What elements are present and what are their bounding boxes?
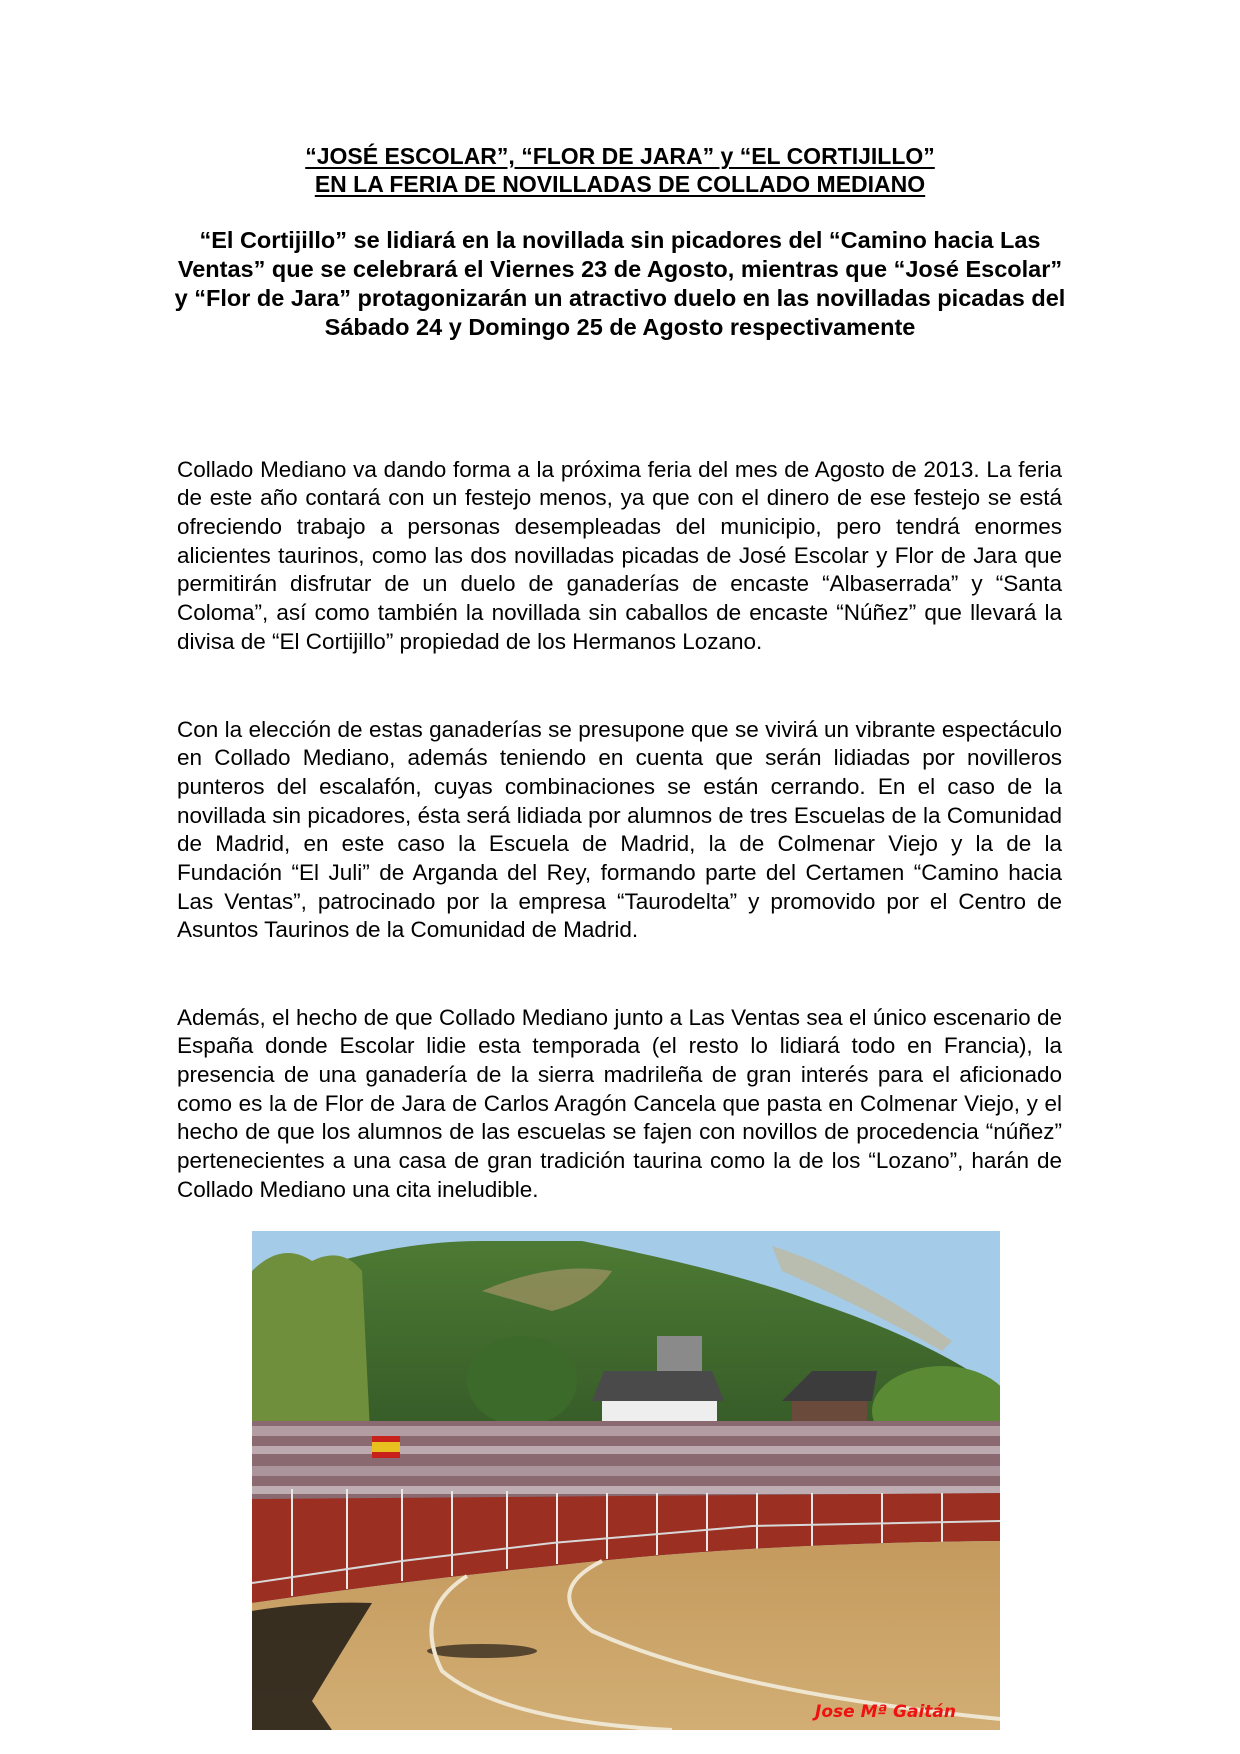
subheadline: “El Cortijillo” se lidiará en la novillada sin picadores del “Camino hacia Las Ventas” que se celebrará el Viernes 23 de Agosto, mientras que “José Escolar” y “Flor de Jara” protagonizarán un atractivo duelo en las novilladas picadas del Sábado 24 y Domingo 25 de Agosto respectivamente — [174, 227, 1066, 340]
headline-line-2: EN LA FERIA DE NOVILLADAS DE COLLADO MEDIANO — [314, 171, 926, 197]
spanish-flag-stripe-top — [372, 1436, 400, 1442]
body-paragraph-3: Además, el hecho de que Collado Mediano junto a Las Ventas sea el único escenario de España donde Escolar lidie esta temporada (el resto lo lidiará todo en Francia), la presencia de una ganadería de la sierra madrileña de gran interés para el aficionado como es la de Flor de Jara de Carlos Aragón Cancela que pasta en Colmenar Viejo, y el hecho de que los alumnos de las escuelas se fajen con novillos de procedencia “núñez” pertenecientes a una casa de gran tradición taurina como la de los “Lozano”, harán de Collado Mediano una cita ineludible. — [177, 1004, 1062, 1202]
body-paragraph-1: Collado Mediano va dando forma a la próxima feria del mes de Agosto de 2013. La feria de este año contará con un festejo menos, ya que con el dinero de ese festejo se está ofreciendo trabajo a personas desempleadas del municipio, pero tendrá enormes alicientes taurinos, como las dos novilladas picadas de José Escolar y Flor de Jara que permitirán disfrutar de un duelo de ganaderías de encaste “Albaserrada” y “Santa Coloma”, así como también la novillada sin caballos de encaste “Núñez” que llevará la divisa de “El Cortijillo” propiedad de los Hermanos Lozano. — [177, 456, 1062, 654]
body-paragraph-2: Con la elección de estas ganaderías se presupone que se vivirá un vibrante espectáculo en Collado Mediano, además teniendo en cuenta que serán lidiadas por novilleros punteros del escalafón, cuyas combinaciones se están cerrando. En el caso de la novillada sin picadores, ésta será lidiada por alumnos de tres Escuelas de la Comunidad de Madrid, en este caso la Escuela de Madrid, la de Colmenar Viejo y la de la Fundación “El Juli” de Arganda del Rey, formando parte del Certamen “Camino hacia Las Ventas”, patrocinado por la empresa “Taurodelta” y promovido por el Centro de Asuntos Taurinos de la Comunidad de Madrid. — [177, 716, 1062, 943]
photo-credit: Jose Mª Gaitán — [815, 1702, 956, 1722]
pine-tree — [467, 1336, 577, 1426]
house-roof-left — [592, 1371, 724, 1401]
shadow-spot — [427, 1644, 537, 1658]
headline-line-1: “JOSÉ ESCOLAR”, “FLOR DE JARA” y “EL CORTIJILLO” — [305, 143, 935, 169]
bullring-photo — [252, 1231, 1000, 1730]
house-tower — [657, 1336, 702, 1371]
bullring-photo-illustration — [252, 1231, 1000, 1730]
spanish-flag-stripe-bottom — [372, 1452, 400, 1458]
headline — [0, 142, 1240, 198]
